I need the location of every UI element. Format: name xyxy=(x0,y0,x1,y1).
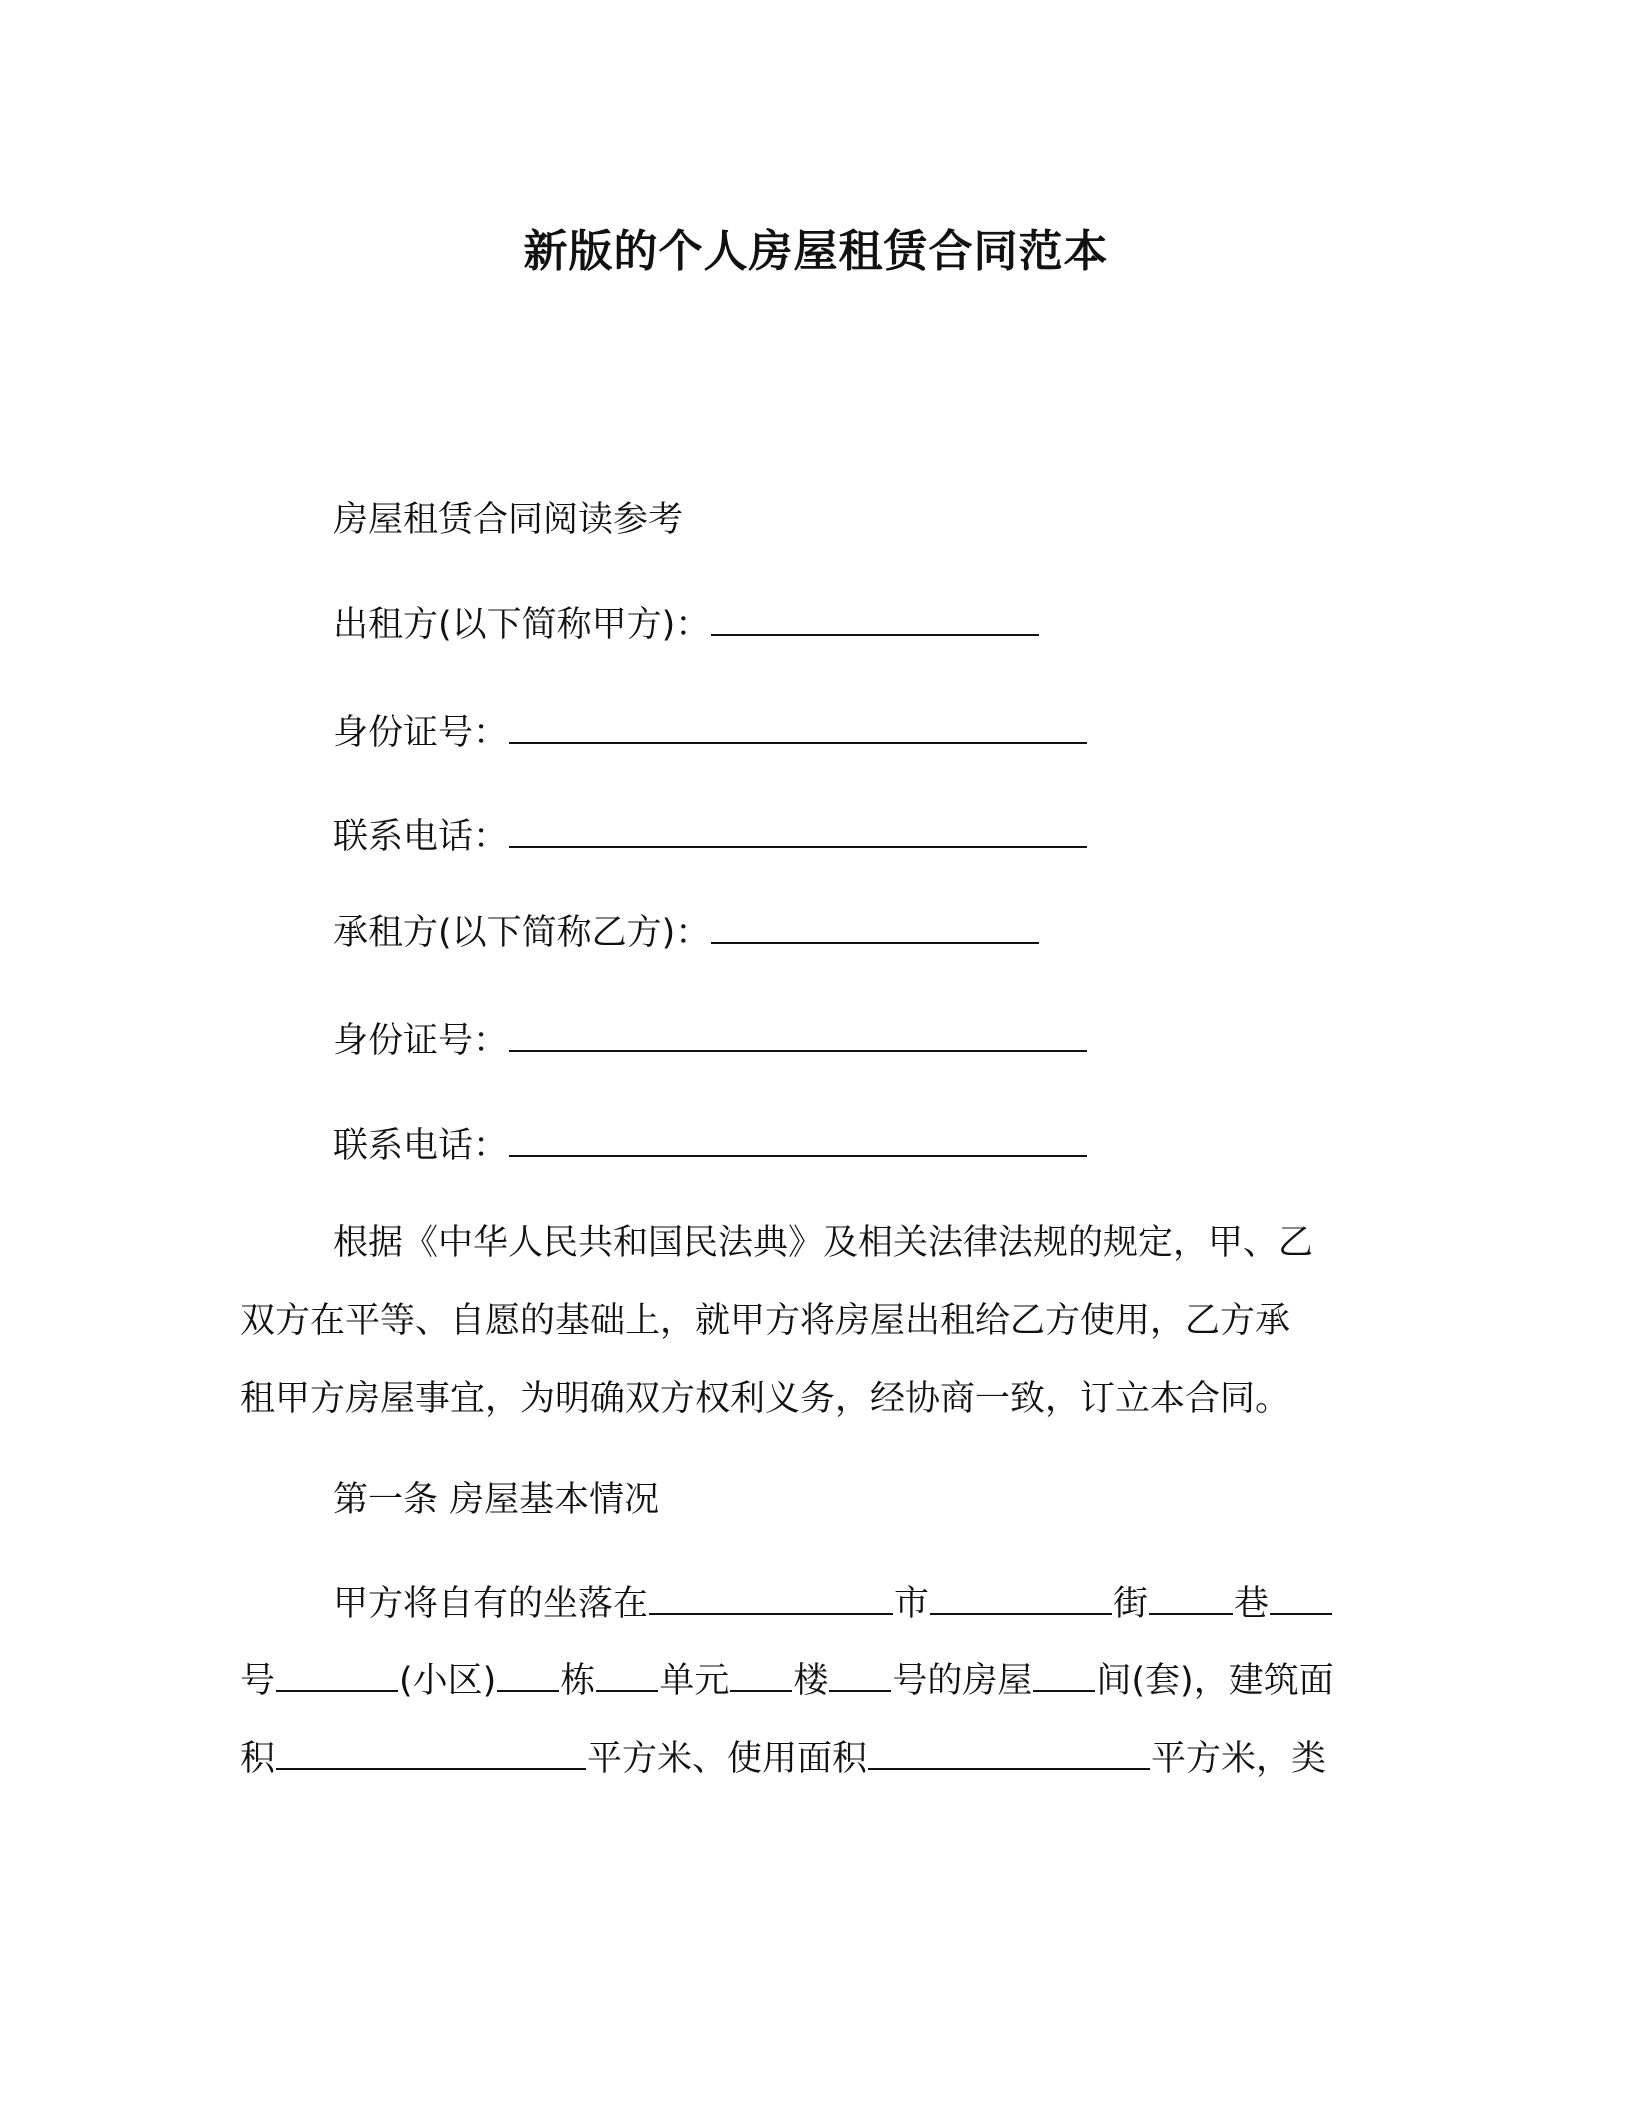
lessor-blank xyxy=(711,600,1039,636)
article-text: 号 xyxy=(240,1661,276,1701)
lessor-phone-label: 联系电话： xyxy=(333,817,509,857)
preamble-line: 租甲方房屋事宜，为明确双方权利义务，经协商一致，订立本合同。 xyxy=(240,1379,1291,1419)
article-text: (小区) xyxy=(399,1661,497,1701)
lessor-label: 出租方(以下简称甲方)： xyxy=(333,605,711,645)
article-text: 巷 xyxy=(1234,1584,1270,1624)
rooms-blank xyxy=(1033,1656,1095,1692)
lessee-label: 承租方(以下简称乙方)： xyxy=(333,913,711,953)
article-text: 平方米，类 xyxy=(1151,1739,1327,1779)
lessor-phone-field xyxy=(333,812,1088,862)
street-blank xyxy=(930,1579,1112,1615)
article-text: 单元 xyxy=(659,1661,730,1701)
lessee-phone-field xyxy=(333,1121,1088,1171)
lessee-id-blank xyxy=(509,1016,1087,1052)
lessee-id-field xyxy=(333,1016,1088,1066)
document-title: 新版的个人房屋租赁合同范本 xyxy=(523,226,1109,277)
article-text: 楼 xyxy=(793,1661,829,1701)
article-text: 积 xyxy=(240,1739,276,1779)
lessor-id-label: 身份证号： xyxy=(333,713,509,753)
unit-blank xyxy=(596,1656,658,1692)
lessor-id-blank xyxy=(509,708,1087,744)
building-blank xyxy=(497,1656,559,1692)
usable-area-blank xyxy=(868,1734,1150,1770)
floor-blank xyxy=(730,1656,792,1692)
article-text: 平方米、使用面积 xyxy=(587,1739,868,1779)
lessee-phone-label: 联系电话： xyxy=(333,1126,509,1166)
article-text: 甲方将自有的坐落在 xyxy=(333,1584,649,1624)
city-blank xyxy=(649,1579,893,1615)
article-text: 间(套)，建筑面 xyxy=(1096,1661,1334,1701)
preamble-line: 根据《中华人民共和国民法典》及相关法律法规的规定，甲、乙 xyxy=(333,1223,1314,1263)
article-text: 栋 xyxy=(560,1661,596,1701)
preamble-line: 双方在平等、自愿的基础上，就甲方将房屋出租给乙方使用，乙方承 xyxy=(240,1301,1291,1341)
article-text: 号的房屋 xyxy=(892,1661,1033,1701)
lessee-id-label: 身份证号： xyxy=(333,1021,509,1061)
article-text: 市 xyxy=(894,1584,930,1624)
lessee-phone-blank xyxy=(509,1121,1087,1157)
lessor-phone-blank xyxy=(509,812,1087,848)
number-blank xyxy=(1270,1579,1332,1615)
article-line xyxy=(240,1656,1334,1706)
article-heading: 第一条 房屋基本情况 xyxy=(333,1480,660,1520)
article-line xyxy=(333,1579,1333,1629)
article-line xyxy=(240,1734,1326,1784)
lane-blank xyxy=(1149,1579,1233,1615)
lessor-id-field xyxy=(333,708,1088,758)
document-subtitle: 房屋租赁合同阅读参考 xyxy=(333,500,684,540)
article-text: 街 xyxy=(1113,1584,1149,1624)
lessor-field xyxy=(333,600,1040,650)
building-area-blank xyxy=(276,1734,586,1770)
lessee-field xyxy=(333,908,1040,958)
room-number-blank xyxy=(829,1656,891,1692)
community-blank xyxy=(276,1656,398,1692)
lessee-blank xyxy=(711,908,1039,944)
